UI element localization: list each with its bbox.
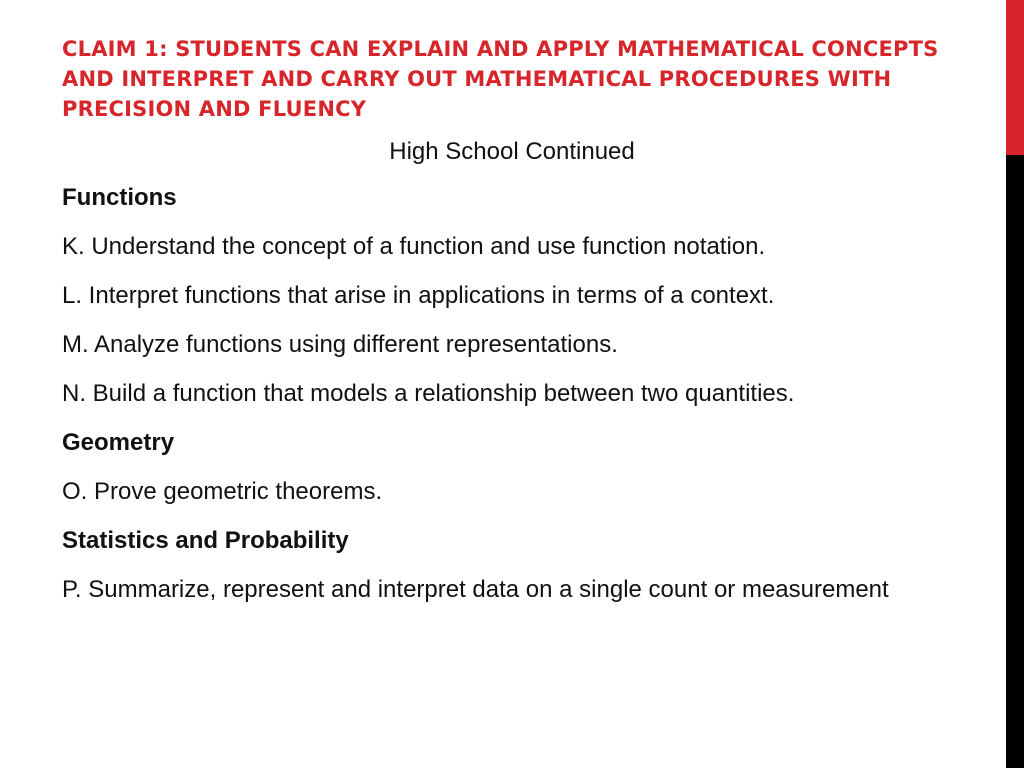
- side-accent-bar-black: [1006, 155, 1024, 768]
- list-item-m: M. Analyze functions using different representations.: [62, 331, 618, 358]
- list-item-o: O. Prove geometric theorems.: [62, 478, 383, 505]
- list-item-p: P. Summarize, represent and interpret data on a single count or measurement: [62, 576, 889, 603]
- side-accent-bar-red: [1006, 0, 1024, 155]
- list-item-n: N. Build a function that models a relationship between two quantities.: [62, 380, 795, 407]
- list-item-l: L. Interpret functions that arise in applications in terms of a context.: [62, 282, 775, 309]
- slide-subtitle: High School Continued: [389, 138, 635, 165]
- section-heading-statistics: Statistics and Probability: [62, 527, 349, 554]
- section-heading-geometry: Geometry: [62, 429, 175, 456]
- section-heading-functions: Functions: [62, 184, 177, 211]
- slide-body: [62, 136, 922, 623]
- slide-title: CLAIM 1: STUDENTS CAN EXPLAIN AND APPLY MATHEMATICAL CONCEPTS AND INTERPRET AND CARRY OUT MATHEMATICAL PROCEDURES WITH PRECISION AND FLUENCY: [62, 37, 939, 121]
- list-item-k: K. Understand the concept of a function and use function notation.: [62, 233, 766, 260]
